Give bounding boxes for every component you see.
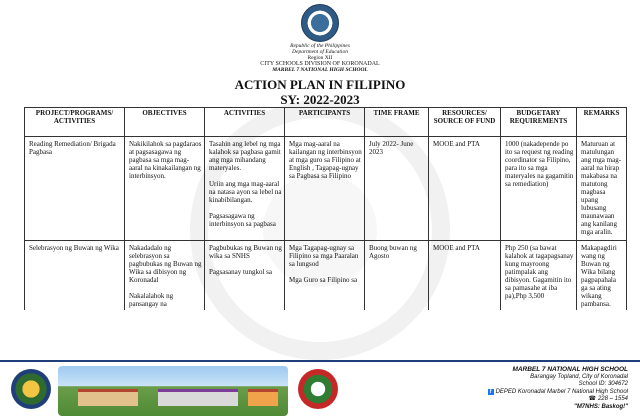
facebook-icon: f	[488, 389, 494, 395]
header-republic: Republic of the Philippines	[290, 43, 350, 49]
cell-activities: Pagbubukas ng Buwan ng wika sa SNHS Pagsasanay tungkol sa	[205, 241, 285, 311]
cell-budget: Php 250 (sa bawat kalahok at tagapagsanay kung mayroong patimpalak ang dibisyon. Gagamitin ito sa pamasahe at iba pa),Php 3,500	[501, 241, 577, 311]
cell-time-frame: July 2022- June 2023	[365, 137, 429, 241]
cell-budget: 1000 (nakadepende po ito sa request ng reading coordinator sa Filipino, para ito sa mga materyales na gagamitin sa remediation)	[501, 137, 577, 241]
col-header-project: PROJECT/PROGRAMS/ ACTIVITIES	[25, 108, 125, 137]
cell-resources: MOOE and PTA	[429, 241, 501, 311]
col-header-budget: BUDGETARY REQUIREMENTS	[501, 108, 577, 137]
phone-icon: ☎	[588, 396, 596, 402]
header-department: Department of Education	[292, 49, 348, 55]
header-region: Region XII	[307, 55, 333, 61]
table-row	[25, 137, 627, 241]
deped-seal-icon	[301, 4, 339, 42]
cell-objectives: Nakadadalo ng selebrasyon sa pagbubukas ng Buwan ng Wika sa dibisyon ng Koronadal Nakalalahok ng pansangay na	[125, 241, 205, 311]
campus-photo	[58, 366, 288, 416]
page-title: ACTION PLAN IN FILIPINO	[234, 77, 406, 92]
school-year: SY: 2022-2023	[280, 92, 360, 107]
cell-project: Selebrasyon ng Buwan ng Wika	[25, 241, 125, 311]
action-plan-table	[24, 107, 627, 310]
header-school: MARBEL 7 NATIONAL HIGH SCHOOL	[272, 67, 368, 73]
cell-participants: Mga mag-aaral na kailangan ng interbinsyon at mga guro sa Filipino at English , Tagapag-ugnay sa Pagbasa sa Filipino	[285, 137, 365, 241]
footer-facebook	[488, 389, 628, 397]
cell-participants: Mga Tagapag-ugnay sa Filipino sa mga Paaralan sa lungsod Mga Guro sa Filipino sa	[285, 241, 365, 311]
header-division: CITY SCHOOLS DIVISION OF KORONADAL	[260, 61, 380, 67]
cell-activities: Tasahin ang lebel ng mga kalahok sa pagbasa gamit ang mga mihandang materyales. Uriin ang mga mag-aaral na natasa ayon sa lebel na kinabibilangan. Pagsasagawa ng interbinsyon sa pagbasa	[205, 137, 285, 241]
footer-phone	[488, 396, 628, 404]
col-header-resources: RESOURCES/ SOURCE OF FUND	[429, 108, 501, 137]
cell-resources: MOOE and PTA	[429, 137, 501, 241]
deped-logo-icon	[298, 369, 338, 409]
footer-address: Barangay Topland, City of Koronadal	[530, 373, 628, 380]
cell-remarks: Maturuan at matulungan ang mga mag-aaral na hirap makabasa na matutong magbasa upang lubusang maunawaan ang kanilang mga aralin.	[577, 137, 627, 241]
cell-objectives: Nakikilahok sa pagdaraos at pagsasagawa ng pagbasa sa mga mag-aaral na kinakailangan ng interbinsyon.	[125, 137, 205, 241]
school-logo-icon	[11, 369, 51, 409]
table-row	[25, 241, 627, 311]
footer-school-id: School ID: 304672	[578, 381, 628, 387]
table-header-row	[25, 108, 627, 137]
cell-project: Reading Remediation/ Brigada Pagbasa	[25, 137, 125, 241]
footer-motto: "M7NHS: Baskog!"	[573, 403, 628, 410]
col-header-participants: PARTICIPANTS	[285, 108, 365, 137]
col-header-activities: ACTIVITIES	[205, 108, 285, 137]
col-header-remarks: REMARKS	[577, 108, 627, 137]
footer-phone-text: 228 – 1554	[597, 396, 628, 402]
cell-remarks: Makapagdiri wang ng Buwan ng Wika bilang pagpapahala ga sa ating wikang pambansa.	[577, 241, 627, 311]
footer-contact	[488, 366, 628, 411]
footer-school-name: MARBEL 7 NATIONAL HIGH SCHOOL	[512, 366, 628, 373]
footer-divider	[0, 360, 640, 362]
col-header-time-frame: TIME FRAME	[365, 108, 429, 137]
col-header-objectives: OBJECTIVES	[125, 108, 205, 137]
cell-time-frame: Buong buwan ng Agosto	[365, 241, 429, 311]
footer-facebook-text: DEPED Koronadal Marbel 7 National High School	[495, 388, 628, 395]
